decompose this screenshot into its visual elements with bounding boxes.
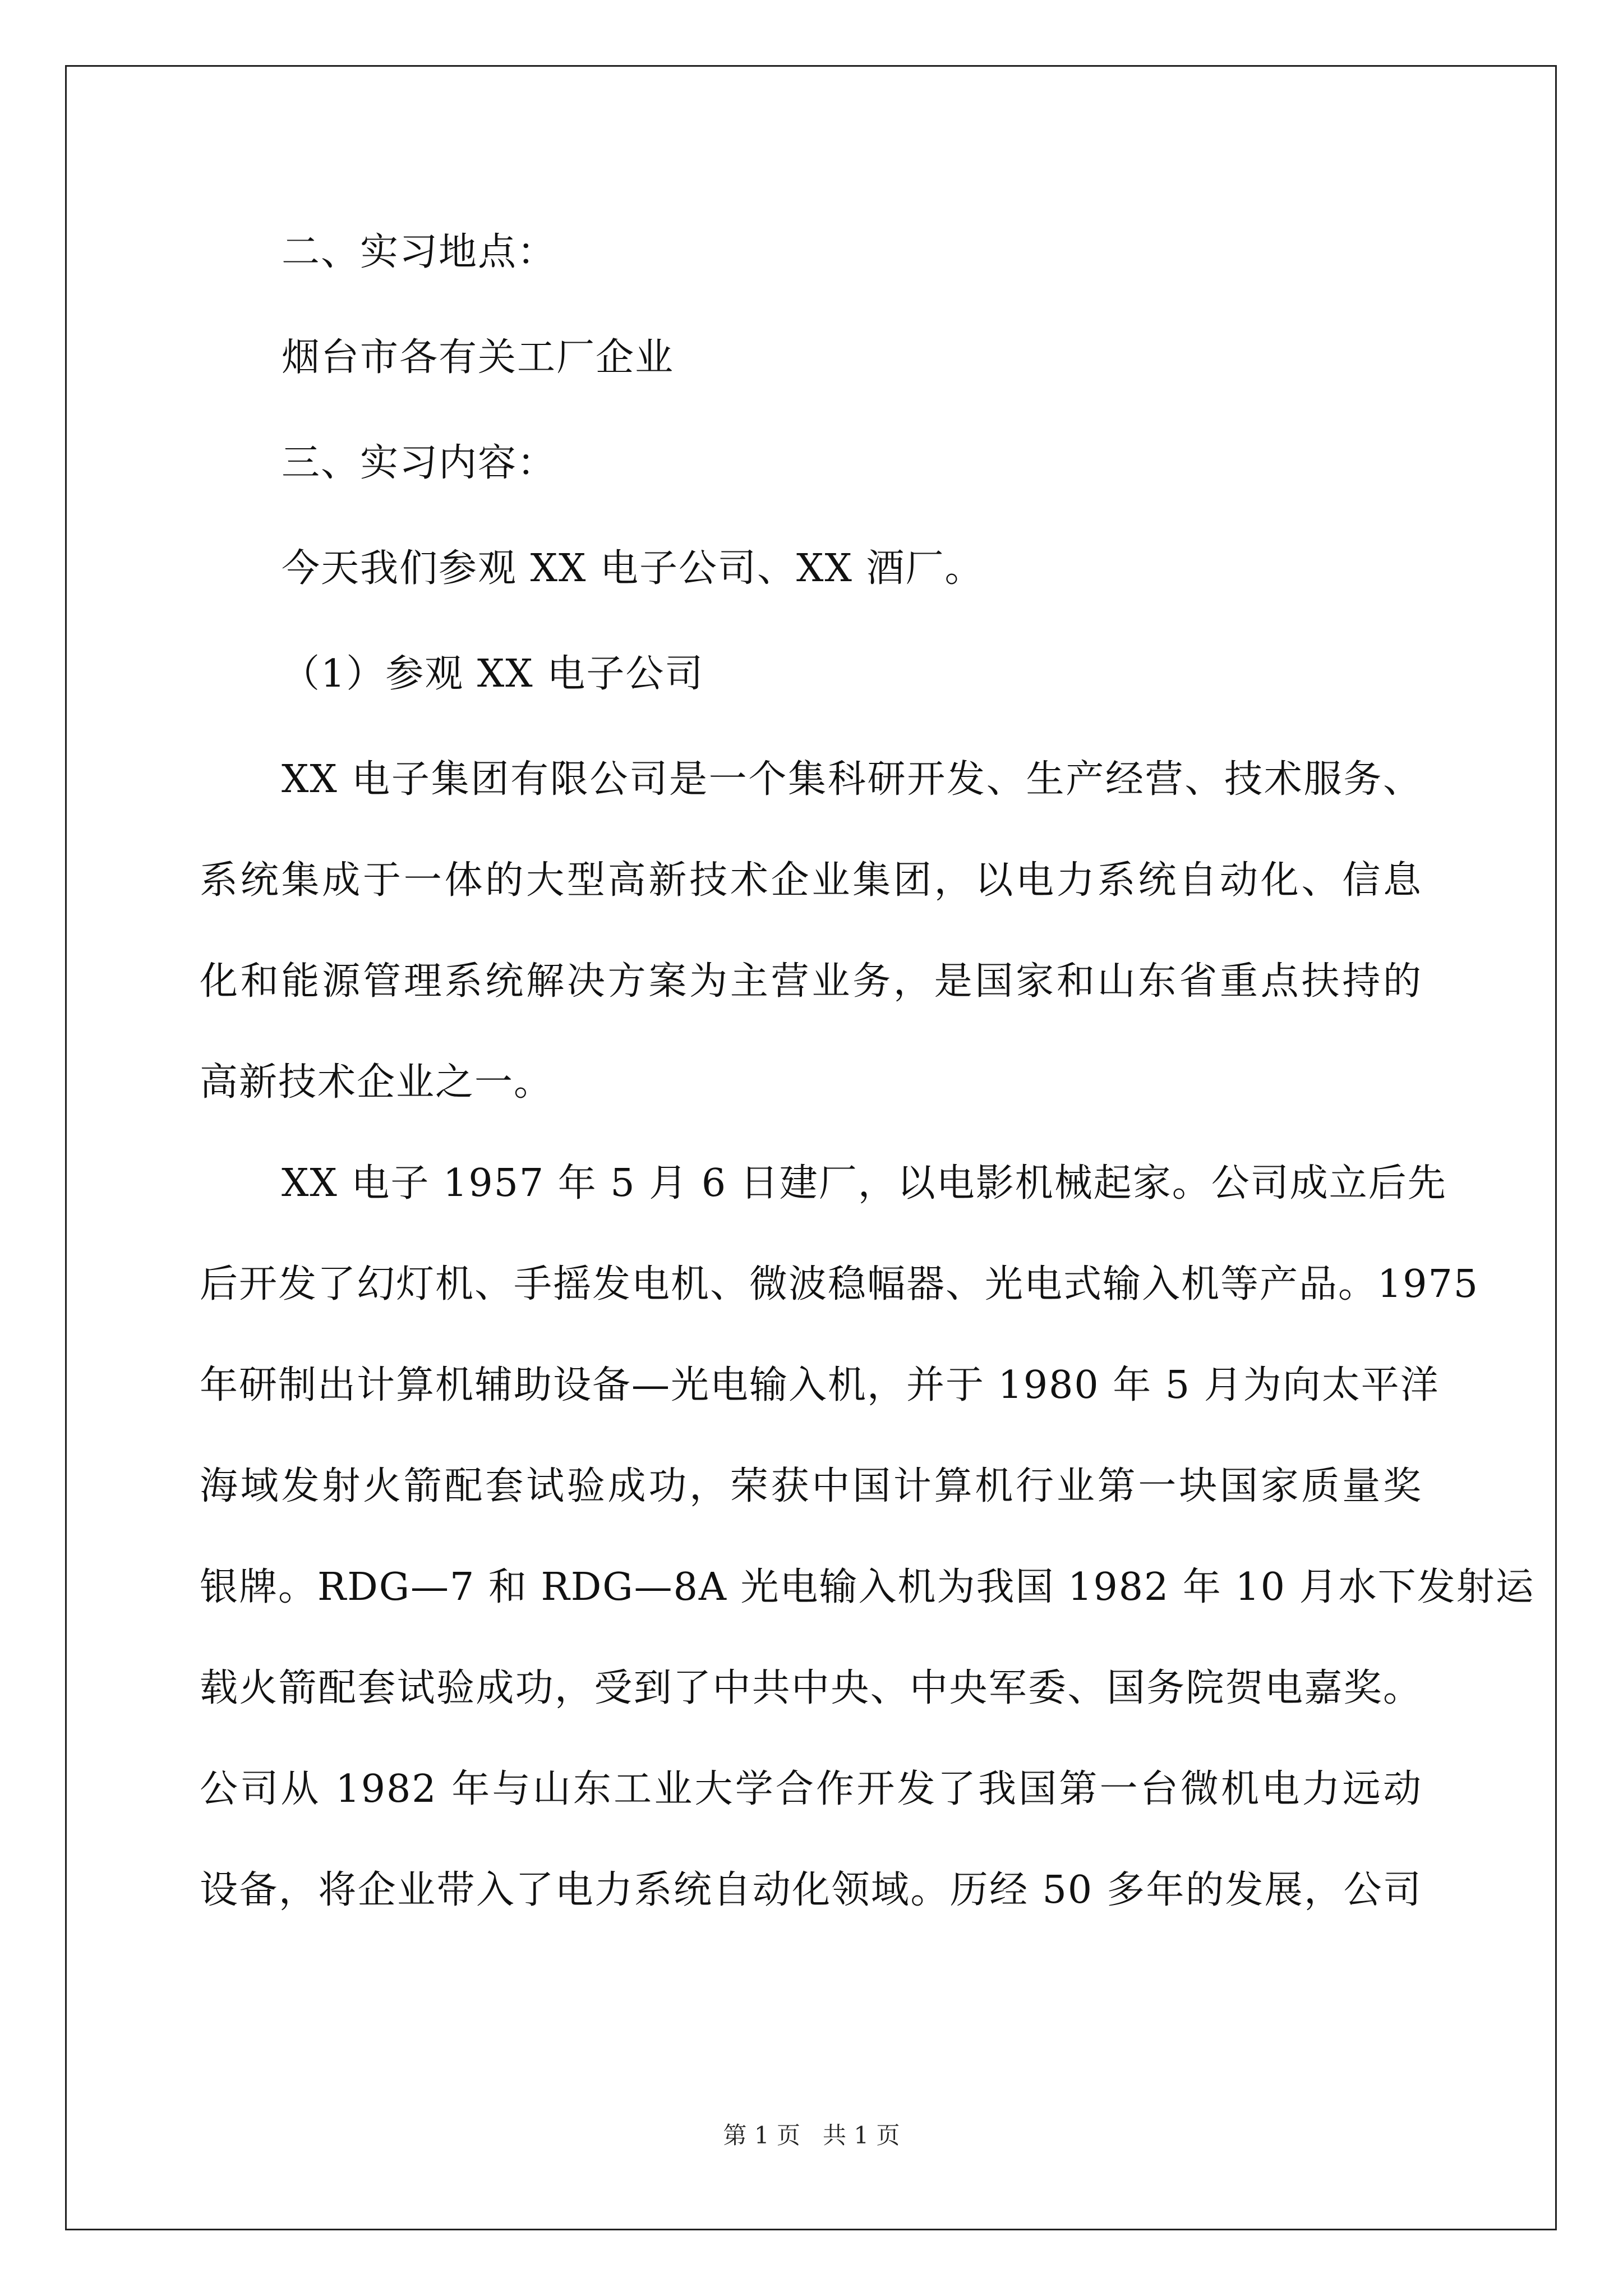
- paragraph-line: 银牌。RDG—7 和 RDG—8A 光电输入机为我国 1982 年 10 月水下发射运: [200, 1565, 1535, 1609]
- paragraph-line: 年研制出计算机辅助设备—光电输入机，并于 1980 年 5 月为向太平洋: [200, 1363, 1440, 1407]
- paragraph-line: 载火箭配套试验成功，受到了中共中央、中央军委、国务院贺电嘉奖。: [200, 1666, 1422, 1710]
- paragraph-line: 海域发射火箭配套试验成功，荣获中国计算机行业第一块国家质量奖: [200, 1464, 1422, 1508]
- paragraph-line: 高新技术企业之一。: [200, 1060, 554, 1105]
- subheading-visit: （1）参观 XX 电子公司: [282, 652, 704, 696]
- paragraph-line: 设备，将企业带入了电力系统自动化领域。历经 50 多年的发展，公司: [200, 1868, 1422, 1912]
- paragraph-line: 后开发了幻灯机、手摇发电机、微波稳幅器、光电式输入机等产品。1975: [200, 1262, 1479, 1306]
- paragraph-line: 化和能源管理系统解决方案为主营业务，是国家和山东省重点扶持的: [200, 959, 1422, 1004]
- intro-text: 今天我们参观 XX 电子公司、XX 酒厂。: [282, 546, 984, 591]
- paragraph-line: 公司从 1982 年与山东工业大学合作开发了我国第一台微机电力远动: [200, 1767, 1422, 1811]
- paragraph-line: 系统集成于一体的大型高新技术企业集团，以电力系统自动化、信息: [200, 858, 1422, 903]
- section-heading-content: 三、实习内容：: [282, 441, 557, 485]
- location-text: 烟台市各有关工厂企业: [282, 335, 675, 380]
- section-heading-location: 二、实习地点：: [282, 230, 557, 274]
- page-number: 第 1 页 共 1 页: [723, 2122, 900, 2149]
- paragraph-line: XX 电子集团有限公司是一个集科研开发、生产经营、技术服务、: [282, 757, 1422, 802]
- paragraph-line: XX 电子 1957 年 5 月 6 日建厂，以电影机械起家。公司成立后先: [282, 1161, 1447, 1205]
